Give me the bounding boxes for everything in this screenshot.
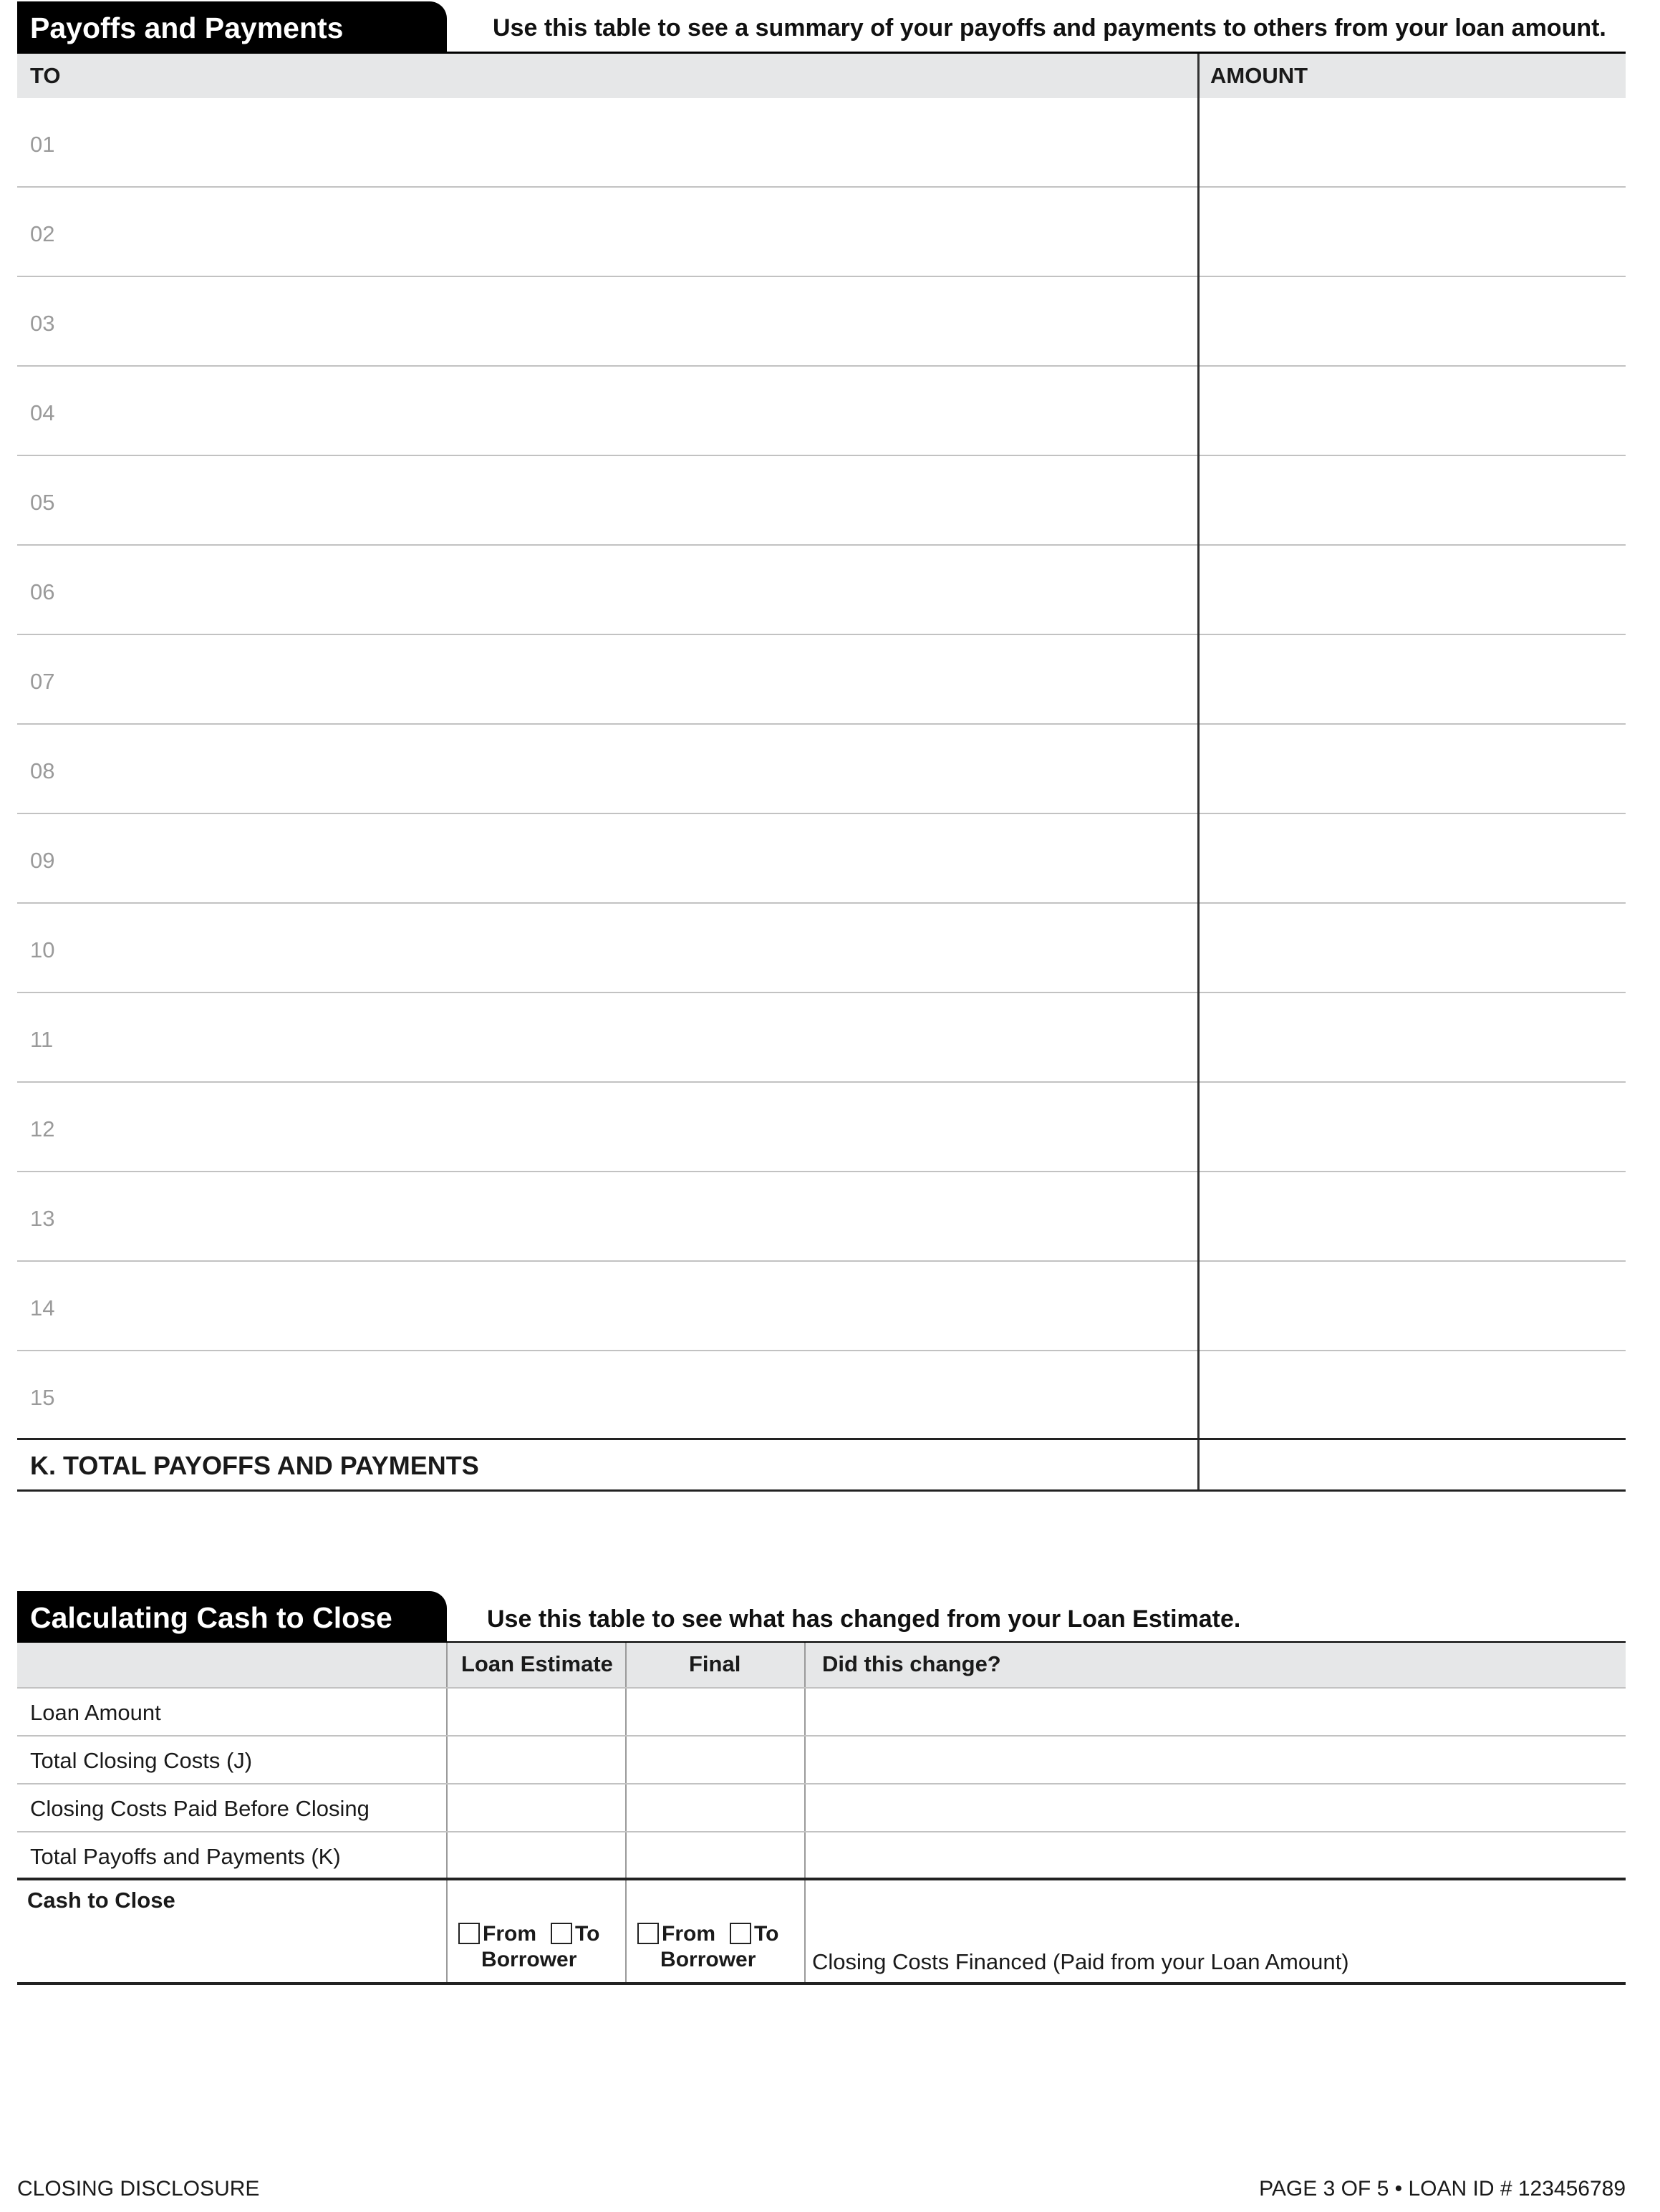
table-row [17, 277, 1626, 367]
row-number: 12 [30, 1116, 55, 1141]
table-row-label: Total Payoffs and Payments (K) [30, 1844, 341, 1869]
column-header-loan-estimate: Loan Estimate [461, 1651, 613, 1676]
table-row [17, 98, 1626, 188]
row-number: 08 [30, 758, 55, 783]
cash-to-close-rule-bottom [17, 1982, 1626, 1985]
row-number: 05 [30, 490, 55, 515]
table-row [17, 188, 1626, 277]
cash-to-close-description: Use this table to see what has changed from your Loan Estimate. [487, 1605, 1241, 1633]
payoffs-table-header [17, 54, 1626, 98]
row-number: 03 [30, 311, 55, 336]
row-number: 15 [30, 1385, 55, 1410]
row-number: 09 [30, 848, 55, 873]
table-row [17, 1262, 1626, 1351]
table-row [17, 814, 1626, 904]
cash-to-close-table-header [17, 1643, 1626, 1687]
from-label: From [483, 1922, 536, 1946]
row-divider [17, 1735, 1626, 1737]
table-row [17, 1172, 1626, 1262]
row-number: 06 [30, 579, 55, 604]
row-divider [17, 1783, 1626, 1784]
cash-to-close-label: Cash to Close [27, 1888, 175, 1913]
column-header-final: Final [689, 1651, 741, 1676]
cash-to-close-rule-top [17, 1878, 1626, 1880]
payoffs-section-title: Payoffs and Payments [17, 1, 447, 54]
cash-to-close-divider-3 [804, 1643, 806, 1984]
payoffs-column-divider [1197, 54, 1200, 1492]
footer-page-info: PAGE 3 OF 5 • LOAN ID # 123456789 [1259, 2177, 1626, 2201]
cash-to-close-divider-2 [625, 1643, 627, 1984]
cash-to-close-section-title: Calculating Cash to Close [17, 1591, 447, 1644]
table-row [17, 635, 1626, 725]
table-row [17, 367, 1626, 456]
table-row-label: Closing Costs Paid Before Closing [30, 1796, 370, 1821]
row-number: 11 [30, 1027, 54, 1052]
payoffs-total-label: K. TOTAL PAYOFFS AND PAYMENTS [30, 1451, 479, 1480]
borrower-label: Borrower [481, 1948, 577, 1971]
row-number: 10 [30, 937, 55, 962]
payoffs-total-top-rule [17, 1438, 1626, 1440]
payoffs-total-bottom-rule [17, 1489, 1626, 1492]
footer-document-title: CLOSING DISCLOSURE [17, 2177, 260, 2201]
from-label: From [662, 1922, 715, 1946]
table-row-label: Total Closing Costs (J) [30, 1748, 253, 1773]
table-row [17, 993, 1626, 1083]
row-number: 04 [30, 400, 55, 425]
row-number: 02 [30, 221, 55, 246]
loan-estimate-to-checkbox[interactable] [551, 1923, 572, 1944]
row-divider [17, 1687, 1626, 1689]
table-row [17, 546, 1626, 635]
column-header-to: TO [30, 63, 61, 88]
final-from-checkbox[interactable] [637, 1923, 659, 1944]
row-number: 14 [30, 1295, 55, 1320]
table-row [17, 904, 1626, 993]
row-number: 07 [30, 669, 55, 694]
final-from-to-borrower [637, 1922, 778, 1972]
row-divider [17, 1831, 1626, 1832]
borrower-label: Borrower [660, 1948, 756, 1971]
table-row [17, 1351, 1626, 1441]
row-number: 13 [30, 1206, 55, 1231]
column-header-amount: AMOUNT [1210, 63, 1308, 88]
table-row [17, 1083, 1626, 1172]
final-to-checkbox[interactable] [730, 1923, 751, 1944]
table-row-label: Loan Amount [30, 1700, 161, 1725]
row-number: 01 [30, 132, 55, 157]
to-label: To [754, 1922, 779, 1946]
cash-to-close-divider-1 [446, 1643, 448, 1984]
to-label: To [575, 1922, 600, 1946]
table-row [17, 456, 1626, 546]
column-header-did-this-change: Did this change? [822, 1651, 1001, 1676]
table-row [17, 725, 1626, 814]
payoffs-description: Use this table to see a summary of your payoffs and payments to others from your loan amount. [493, 14, 1606, 42]
closing-costs-financed-note: Closing Costs Financed (Paid from your Loan Amount) [812, 1949, 1349, 1974]
loan-estimate-from-checkbox[interactable] [458, 1923, 480, 1944]
loan-estimate-from-to-borrower [458, 1922, 599, 1972]
